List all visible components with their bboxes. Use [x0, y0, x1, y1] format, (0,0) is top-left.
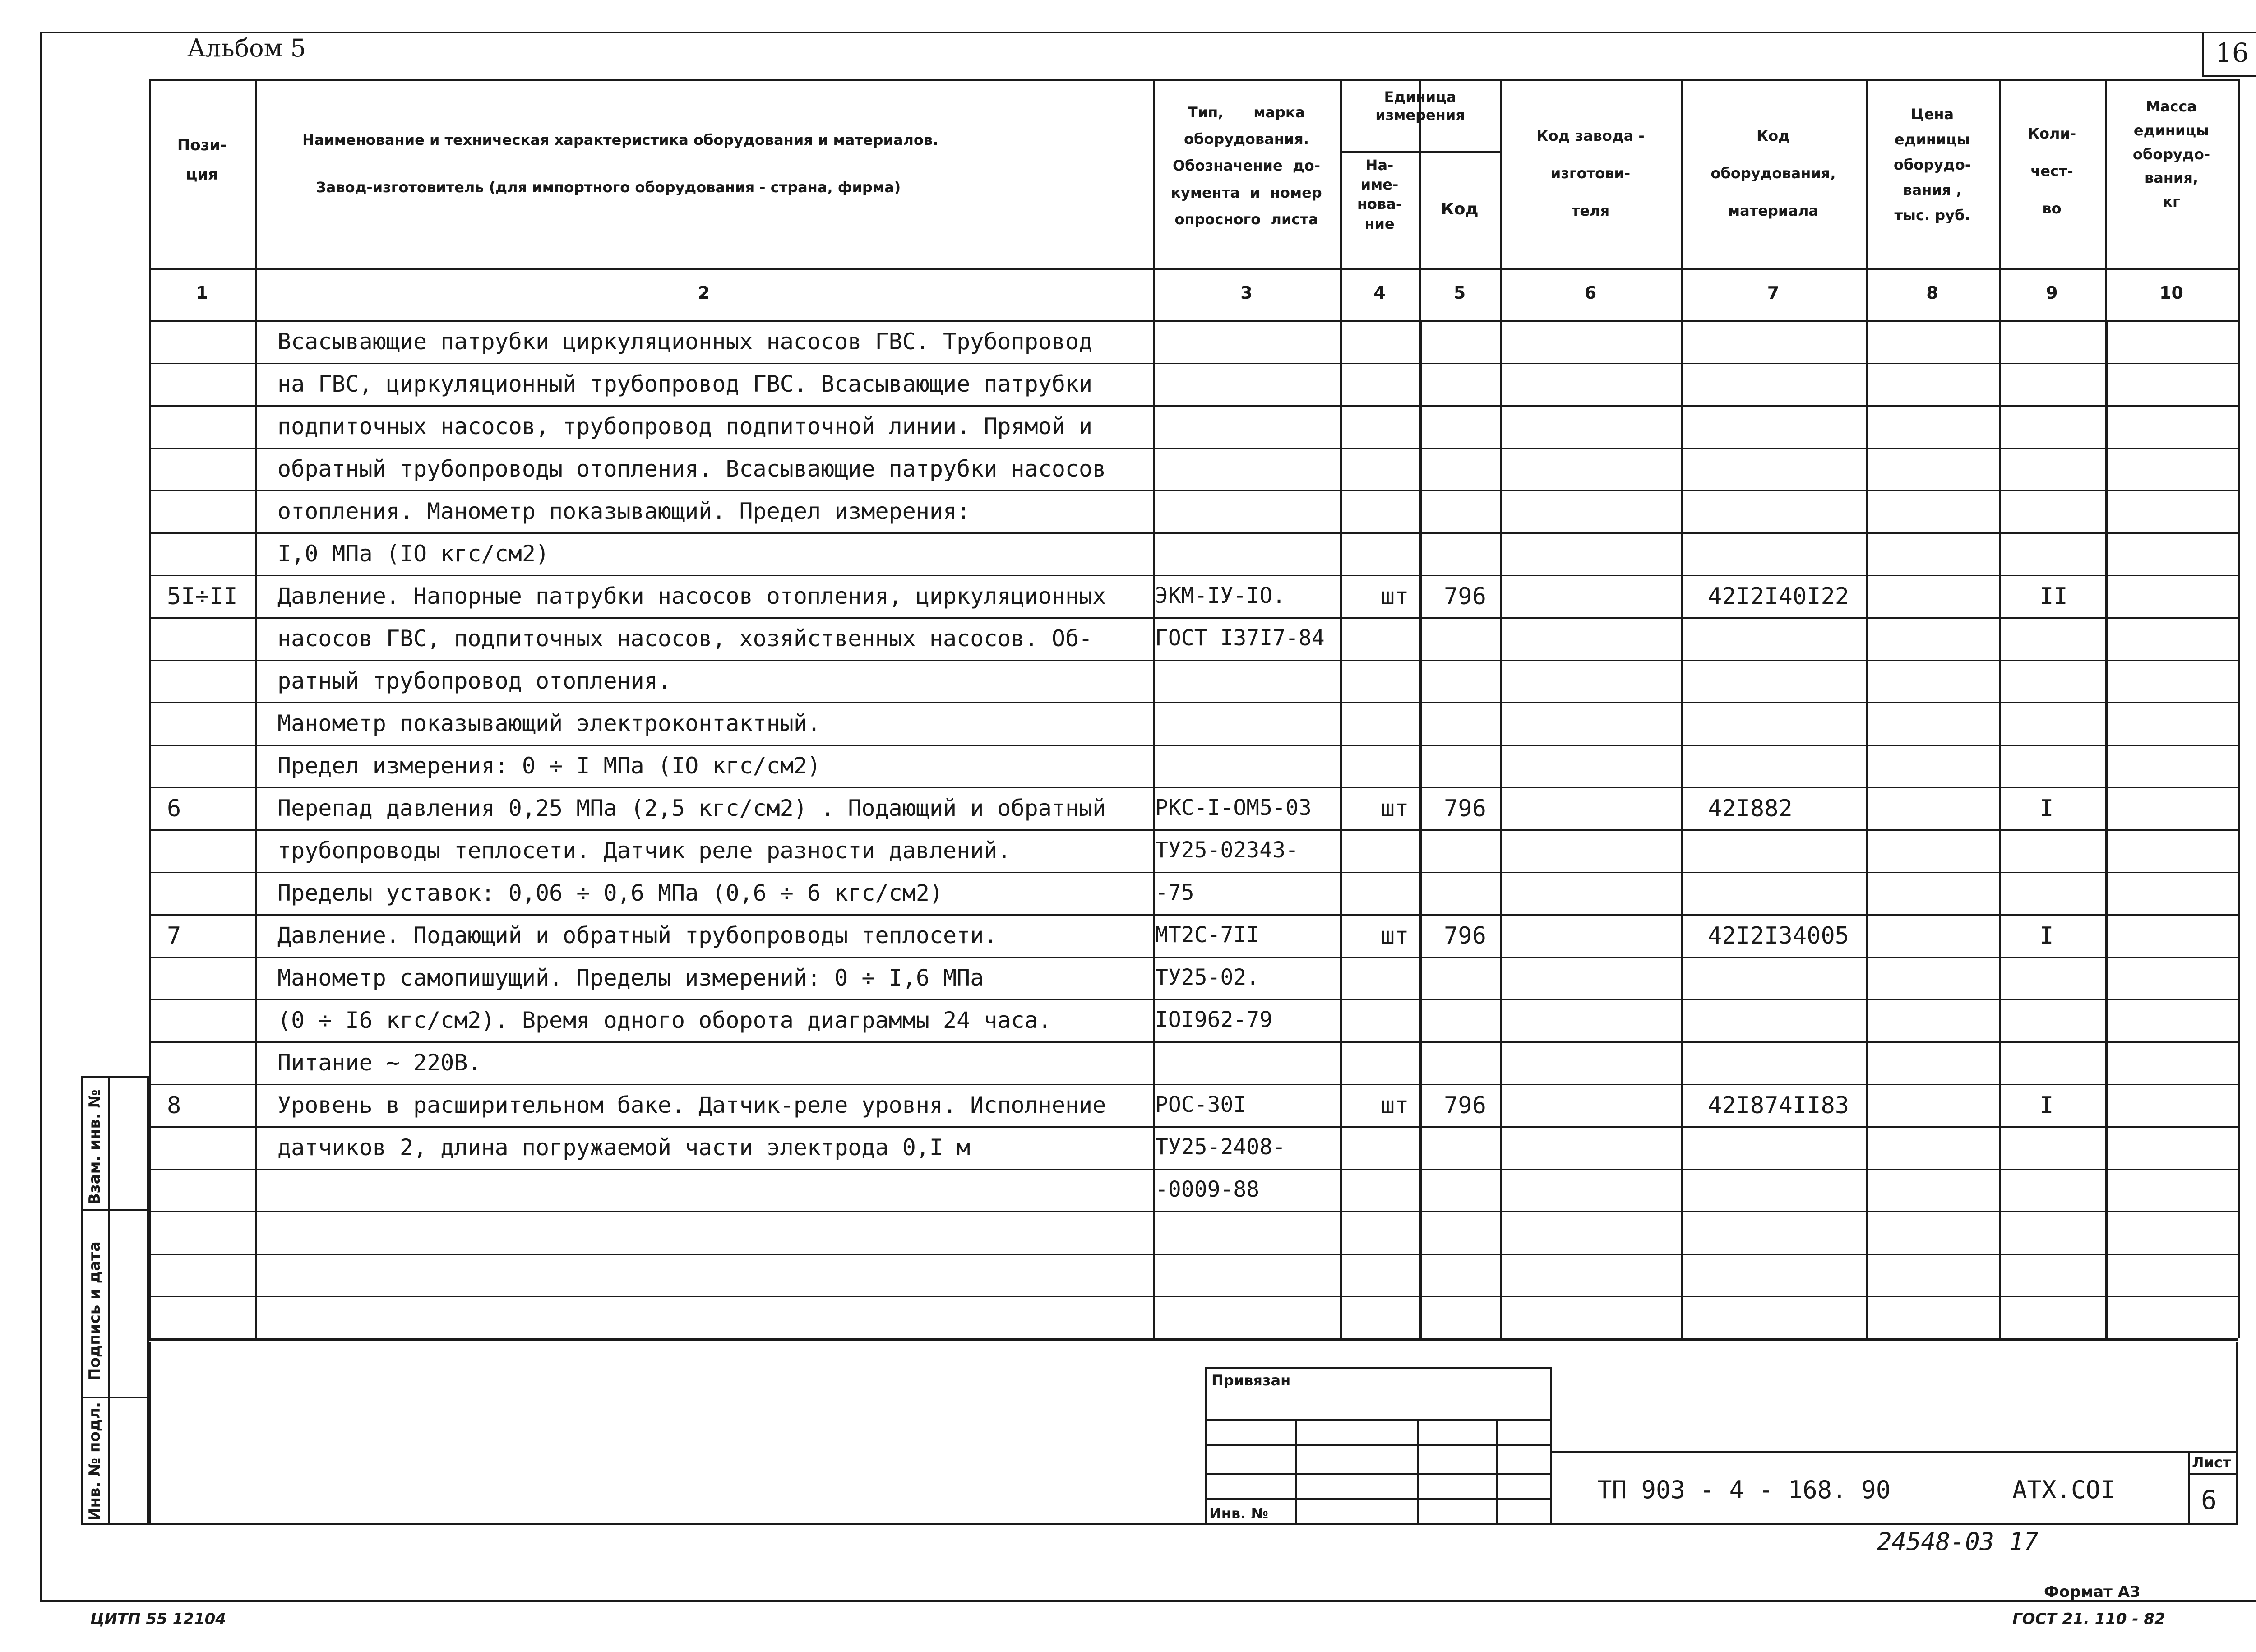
row-line-1	[149, 363, 2238, 364]
name-cell: обратный трубопроводы отопления. Всасывающие патрубки насосов	[277, 456, 1106, 482]
header-name-line2: Завод-изготовитель (для импортного оборудования - страна, фирма)	[316, 179, 901, 196]
column-line-7	[1866, 79, 1868, 1338]
row-line-11	[149, 787, 2238, 788]
row-line-24	[149, 1338, 2238, 1341]
equipment-code-cell: 42I882	[1708, 795, 1793, 822]
header-unit-name: На- име- нова- ние	[1357, 157, 1402, 232]
printer-mark: ЦИТП 55 12104	[90, 1610, 226, 1628]
colnum-8: 8	[1926, 283, 1938, 303]
row-line-16	[149, 999, 2238, 1000]
row-line-7	[149, 617, 2238, 619]
position-cell: 8	[167, 1092, 181, 1119]
type-cell: ТУ25-02343-	[1155, 838, 1299, 863]
title-block-topline	[1552, 1451, 2238, 1453]
name-cell: ратный трубопровод отопления.	[277, 668, 671, 694]
header-price: Цена единицы оборудо- вания , тыс. руб.	[1893, 106, 1971, 224]
header-mass: Масса единицы оборудо- вания, кг	[2132, 98, 2210, 211]
colnum-7: 7	[1767, 283, 1780, 303]
side-strip-divider	[81, 1076, 83, 1525]
name-cell: Уровень в расширительном баке. Датчик-реле уровня. Исполнение	[277, 1092, 1106, 1118]
colnum-10: 10	[2159, 283, 2183, 303]
side-label-sign: Подпись и дата	[86, 1241, 104, 1381]
header-factory-code: Код завода - изготови- теля	[1536, 127, 1645, 220]
column-line-0	[149, 79, 151, 1338]
row-line-4	[149, 490, 2238, 491]
header-quantity: Коли- чест- во	[2027, 125, 2076, 217]
colnum-6: 6	[1584, 283, 1597, 303]
column-line-6	[1681, 79, 1683, 1338]
colnum-1: 1	[196, 283, 208, 303]
equipment-code-cell: 42I874II83	[1708, 1092, 1849, 1119]
side-strip-inner	[108, 1076, 110, 1525]
column-line-1	[255, 79, 257, 1338]
quantity-cell: II	[2039, 583, 2068, 610]
unit-code-cell: 796	[1444, 922, 1486, 949]
equipment-code-cell: 42I2I40I22	[1708, 583, 1849, 610]
header-bottom-border	[149, 268, 2238, 270]
bound-line-4	[1205, 1498, 1552, 1500]
row-line-21	[149, 1211, 2238, 1212]
doc-code: ТП 903 - 4 - 168. 90	[1597, 1476, 1891, 1504]
row-line-2	[149, 405, 2238, 407]
name-cell: Пределы уставок: 0,06 ÷ 0,6 МПа (0,6 ÷ 6 кгс/см2)	[277, 880, 943, 906]
type-cell: РКС-I-ОМ5-03	[1155, 795, 1312, 820]
row-line-15	[149, 957, 2238, 958]
colnum-3: 3	[1240, 283, 1253, 303]
row-line-17	[149, 1041, 2238, 1043]
page-number: 16	[2215, 37, 2249, 68]
unit-code-cell: 796	[1444, 583, 1486, 610]
bound-line-1	[1205, 1419, 1552, 1421]
name-cell: (0 ÷ I6 кгс/см2). Время одного оборота диаграммы 24 часа.	[277, 1007, 1052, 1033]
name-cell: Предел измерения: 0 ÷ I МПа (IO кгс/см2)	[277, 753, 821, 779]
side-label-replace: Взам. инв. №	[86, 1089, 104, 1205]
row-line-13	[149, 872, 2238, 873]
sheet-number: 6	[2201, 1485, 2217, 1515]
name-cell: Манометр самопишущий. Пределы измерений: 0 ÷ I,6 МПа	[277, 965, 984, 991]
type-cell: ТУ25-02.	[1155, 965, 1260, 990]
column-line-3	[1340, 79, 1342, 1338]
type-cell: ТУ25-2408-	[1155, 1134, 1285, 1160]
colnum-5: 5	[1453, 283, 1466, 303]
unit-cell: шт	[1381, 1092, 1409, 1119]
name-cell: I,0 МПа (IO кгс/см2)	[277, 541, 550, 567]
position-cell: 7	[167, 922, 181, 949]
sheet-box-line	[2188, 1473, 2238, 1475]
row-line-14	[149, 914, 2238, 916]
name-cell: трубопроводы теплосети. Датчик реле разности давлений.	[277, 838, 1011, 864]
name-cell: датчиков 2, длина погружаемой части электрода 0,I м	[277, 1134, 971, 1161]
column-line-8	[1999, 79, 2001, 1338]
name-cell: Давление. Напорные патрубки насосов отопления, циркуляционных	[277, 583, 1106, 609]
unit-cell: шт	[1381, 583, 1409, 610]
set-code: АТХ.СОI	[2012, 1476, 2115, 1504]
row-line-9	[149, 702, 2238, 703]
unit-code-cell: 796	[1444, 795, 1486, 822]
row-line-12	[149, 829, 2238, 831]
header-name-line1: Наименование и техническая характеристика оборудования и материалов.	[302, 131, 938, 148]
bound-box	[1205, 1367, 1552, 1525]
header-unit-group: Единица измерения	[1375, 88, 1465, 124]
unit-code-cell: 796	[1444, 1092, 1486, 1119]
row-line-5	[149, 532, 2238, 534]
name-cell: Питание ~ 220В.	[277, 1050, 481, 1076]
type-cell: ЭКМ-IУ-IO.	[1155, 583, 1285, 608]
name-cell: Манометр показывающий электроконтактный.	[277, 710, 821, 736]
unit-cell: шт	[1381, 795, 1409, 822]
bound-vline-1	[1295, 1419, 1297, 1525]
position-cell: 5I÷II	[167, 583, 238, 610]
type-cell: МТ2С-7II	[1155, 922, 1260, 948]
type-cell: ГОСТ I37I7-84	[1155, 625, 1325, 651]
header-position: Пози- ция	[177, 136, 227, 184]
format-label: Формат А3	[2044, 1583, 2140, 1601]
bound-label: Привязан	[1211, 1372, 1291, 1389]
type-cell: IOI962-79	[1155, 1007, 1273, 1032]
name-cell: Давление. Подающий и обратный трубопроводы теплосети.	[277, 922, 998, 949]
row-line-0	[149, 320, 2238, 322]
header-equipment-code: Код оборудования, материала	[1710, 127, 1836, 220]
stamp-area	[149, 1342, 2238, 1525]
bound-line-3	[1205, 1473, 1552, 1475]
column-line-5	[1500, 79, 1502, 1338]
type-cell: -0009-88	[1155, 1177, 1260, 1202]
handwritten-number: 24548-03 17	[1877, 1527, 2039, 1556]
column-line-2	[1153, 79, 1155, 1338]
bound-vline-3	[1496, 1419, 1498, 1525]
name-cell: на ГВС, циркуляционный трубопровод ГВС. Всасывающие патрубки	[277, 371, 1093, 397]
position-cell: 6	[167, 795, 181, 822]
side-label-inv: Инв. № подл.	[86, 1402, 104, 1521]
row-line-23	[149, 1296, 2238, 1297]
table-top-border	[149, 79, 2238, 81]
row-line-10	[149, 745, 2238, 746]
quantity-cell: I	[2039, 1092, 2054, 1119]
quantity-cell: I	[2039, 795, 2054, 822]
column-line-10	[2238, 79, 2240, 1338]
unit-group-divider	[1340, 151, 1500, 153]
name-cell: насосов ГВС, подпиточных насосов, хозяйственных насосов. Об-	[277, 625, 1093, 652]
header-type: Тип, марка оборудования. Обозначение до- кумента и номер опросного листа	[1171, 104, 1322, 228]
colnum-2: 2	[698, 283, 710, 303]
header-unit-code: Код	[1441, 200, 1479, 218]
album-label: Альбом 5	[187, 34, 306, 62]
name-cell: Перепад давления 0,25 МПа (2,5 кгс/см2) . Подающий и обратный	[277, 795, 1106, 821]
type-cell: РОС-30I	[1155, 1092, 1247, 1117]
row-line-6	[149, 575, 2238, 576]
inv-no-label: Инв. №	[1209, 1505, 1268, 1522]
side-strip-line-1	[81, 1209, 149, 1211]
bound-vline-2	[1417, 1419, 1419, 1525]
colnum-4: 4	[1373, 283, 1386, 303]
row-line-22	[149, 1254, 2238, 1255]
gost-label: ГОСТ 21. 110 - 82	[2012, 1610, 2165, 1628]
sheet-label: Лист	[2192, 1454, 2231, 1471]
quantity-cell: I	[2039, 922, 2054, 949]
row-line-18	[149, 1084, 2238, 1085]
row-line-20	[149, 1169, 2238, 1170]
name-cell: подпиточных насосов, трубопровод подпиточной линии. Прямой и	[277, 413, 1093, 440]
row-line-19	[149, 1126, 2238, 1128]
row-line-8	[149, 660, 2238, 661]
type-cell: -75	[1155, 880, 1194, 905]
equipment-code-cell: 42I2I34005	[1708, 922, 1849, 949]
side-strip-line-2	[81, 1397, 149, 1398]
bound-line-2	[1205, 1444, 1552, 1446]
unit-cell: шт	[1381, 922, 1409, 949]
row-line-3	[149, 448, 2238, 449]
name-cell: Всасывающие патрубки циркуляционных насосов ГВС. Трубопровод	[277, 329, 1093, 355]
colnum-9: 9	[2046, 283, 2058, 303]
name-cell: отопления. Манометр показывающий. Предел измерения:	[277, 498, 971, 524]
